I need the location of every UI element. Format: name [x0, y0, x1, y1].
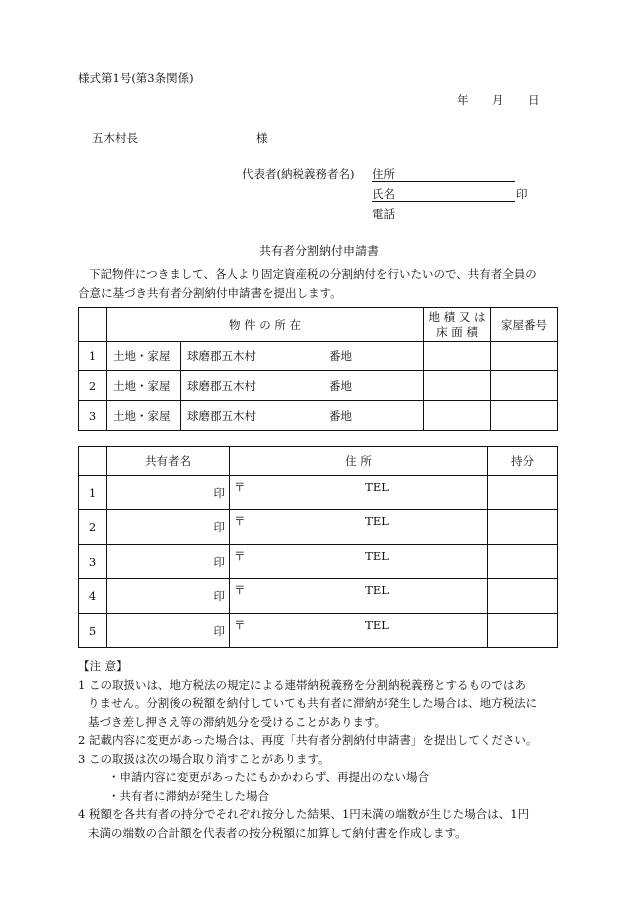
area-cell[interactable] [424, 401, 491, 431]
share-cell[interactable] [488, 545, 558, 579]
owner-address-cell[interactable] [230, 545, 488, 579]
owner-header-row [79, 447, 558, 476]
house-number-cell[interactable] [491, 371, 558, 401]
tel-label: TEL [365, 583, 389, 597]
seal-mark: 印 [213, 623, 225, 638]
header-area-line1: 地 積 又 は [428, 309, 486, 324]
seal-mark: 印 [213, 589, 225, 603]
property-banchi: 番地 [329, 408, 352, 423]
name-label: 氏名 [372, 187, 395, 201]
address-label: 住所 [372, 167, 395, 181]
note-line: 基づき差し押さえ等の滞納処分を受けることがあります。 [88, 714, 387, 729]
name-line[interactable] [372, 201, 515, 202]
note-line: 4 税額を各共有者の持分でそれぞれ按分した結果、1円未満の端数が生じた場合は、1円 [78, 807, 530, 821]
table-row [79, 476, 558, 510]
note-line: ・共有者に滞納が発生した場合 [108, 788, 269, 803]
header-blank [79, 447, 107, 476]
property-banchi: 番地 [329, 378, 352, 393]
property-type: 土地・家屋 [107, 371, 181, 400]
owner-name-cell[interactable] [107, 614, 230, 648]
property-type: 土地・家屋 [107, 342, 181, 370]
table-row [79, 614, 558, 648]
share-cell[interactable] [488, 510, 558, 545]
owner-address-cell[interactable] [230, 476, 488, 510]
date-year: 年 [457, 93, 469, 107]
owner-address-cell[interactable] [230, 510, 488, 545]
notes-heading: 【注 意】 [78, 659, 128, 673]
property-place: 球磨郡五木村 [187, 408, 256, 423]
seal-mark: 印 [213, 485, 225, 500]
row-number: 2 [79, 510, 107, 545]
tel-label: TEL [365, 618, 389, 632]
table-row [79, 401, 558, 431]
property-header-row [79, 308, 558, 342]
property-banchi: 番地 [329, 349, 352, 363]
header-owner-name: 共有者名 [107, 447, 230, 476]
row-number: 2 [79, 371, 107, 401]
area-cell[interactable] [424, 371, 491, 401]
representative-label: 代表者(納税義務者名) [242, 167, 355, 181]
postal-mark: 〒 [234, 480, 246, 494]
seal-mark: 印 [213, 554, 225, 569]
table-row [79, 579, 558, 614]
owner-table [78, 446, 558, 648]
table-row [79, 342, 558, 371]
postal-mark: 〒 [234, 583, 246, 597]
house-number-cell[interactable] [491, 401, 558, 431]
header-blank [79, 308, 107, 342]
share-cell[interactable] [488, 476, 558, 510]
owner-address-cell[interactable] [230, 614, 488, 648]
note-line: ・申請内容に変更があったにもかかわらず、再提出のない場合 [108, 770, 429, 784]
header-area-line2: 床 面 積 [436, 324, 478, 339]
row-number: 3 [79, 545, 107, 579]
postal-mark: 〒 [234, 618, 246, 632]
area-cell[interactable] [424, 342, 491, 371]
table-row [79, 510, 558, 545]
owner-name-cell[interactable] [107, 510, 230, 545]
owner-name-cell[interactable] [107, 545, 230, 579]
property-place: 球磨郡五木村 [187, 349, 256, 363]
note-line: 3 この取扱は次の場合取り消すことがあります。 [78, 751, 330, 766]
share-cell[interactable] [488, 614, 558, 648]
note-line: 1 この取扱いは、地方税法の規定による連帯納税義務を分割納税義務とするものではあ [78, 677, 526, 692]
house-number-cell[interactable] [491, 342, 558, 371]
addressee-honorific: 様 [256, 131, 268, 145]
intro-line-1: 下記物件につきまして、各人より固定資産税の分割納付を行いたいので、共有者全員の [89, 267, 537, 281]
addressee-name: 五木村長 [92, 131, 138, 145]
phone-label: 電話 [372, 207, 395, 221]
tel-label: TEL [365, 549, 389, 563]
location-cell [107, 342, 424, 371]
property-type: 土地・家屋 [107, 401, 181, 430]
notes-section [78, 657, 556, 842]
row-number: 3 [79, 401, 107, 431]
note-line: 未満の端数の合計額を代表者の按分税額に加算して納付書を作成します。 [88, 825, 467, 840]
table-row [79, 545, 558, 579]
address-line[interactable] [372, 181, 515, 182]
table-row [79, 371, 558, 401]
location-cell [107, 371, 424, 401]
tel-label: TEL [365, 480, 389, 494]
postal-mark: 〒 [234, 514, 246, 528]
row-number: 4 [79, 579, 107, 614]
owner-name-cell[interactable] [107, 476, 230, 510]
share-cell[interactable] [488, 579, 558, 614]
date-month: 月 [492, 93, 504, 107]
header-area [424, 308, 491, 342]
property-place: 球磨郡五木村 [187, 378, 256, 393]
location-cell [107, 401, 424, 431]
date-day: 日 [528, 93, 540, 107]
owner-address-cell[interactable] [230, 579, 488, 614]
intro-line-2: 合意に基づき共有者分割納付申請書を提出します。 [78, 286, 342, 300]
seal-mark: 印 [516, 187, 528, 201]
property-table [78, 307, 558, 431]
header-location: 物 件 の 所 在 [107, 308, 424, 342]
header-address: 住 所 [230, 447, 488, 476]
row-number: 1 [79, 476, 107, 510]
note-line: りません。分割後の税額を納付していても共有者に滞納が発生した場合は、地方税法に [88, 696, 538, 710]
document-title: 共有者分割納付申請書 [259, 244, 380, 258]
postal-mark: 〒 [234, 549, 246, 563]
form-number: 様式第1号(第3条関係) [78, 71, 194, 85]
tel-label: TEL [365, 514, 389, 528]
row-number: 5 [79, 614, 107, 648]
row-number: 1 [79, 342, 107, 371]
seal-mark: 印 [213, 520, 225, 534]
header-share: 持分 [488, 447, 558, 476]
note-line: 2 記載内容に変更があった場合は、再度「共有者分割納付申請書」を提出してください。 [78, 733, 538, 747]
header-house-number: 家屋番号 [491, 308, 558, 342]
owner-name-cell[interactable] [107, 579, 230, 614]
